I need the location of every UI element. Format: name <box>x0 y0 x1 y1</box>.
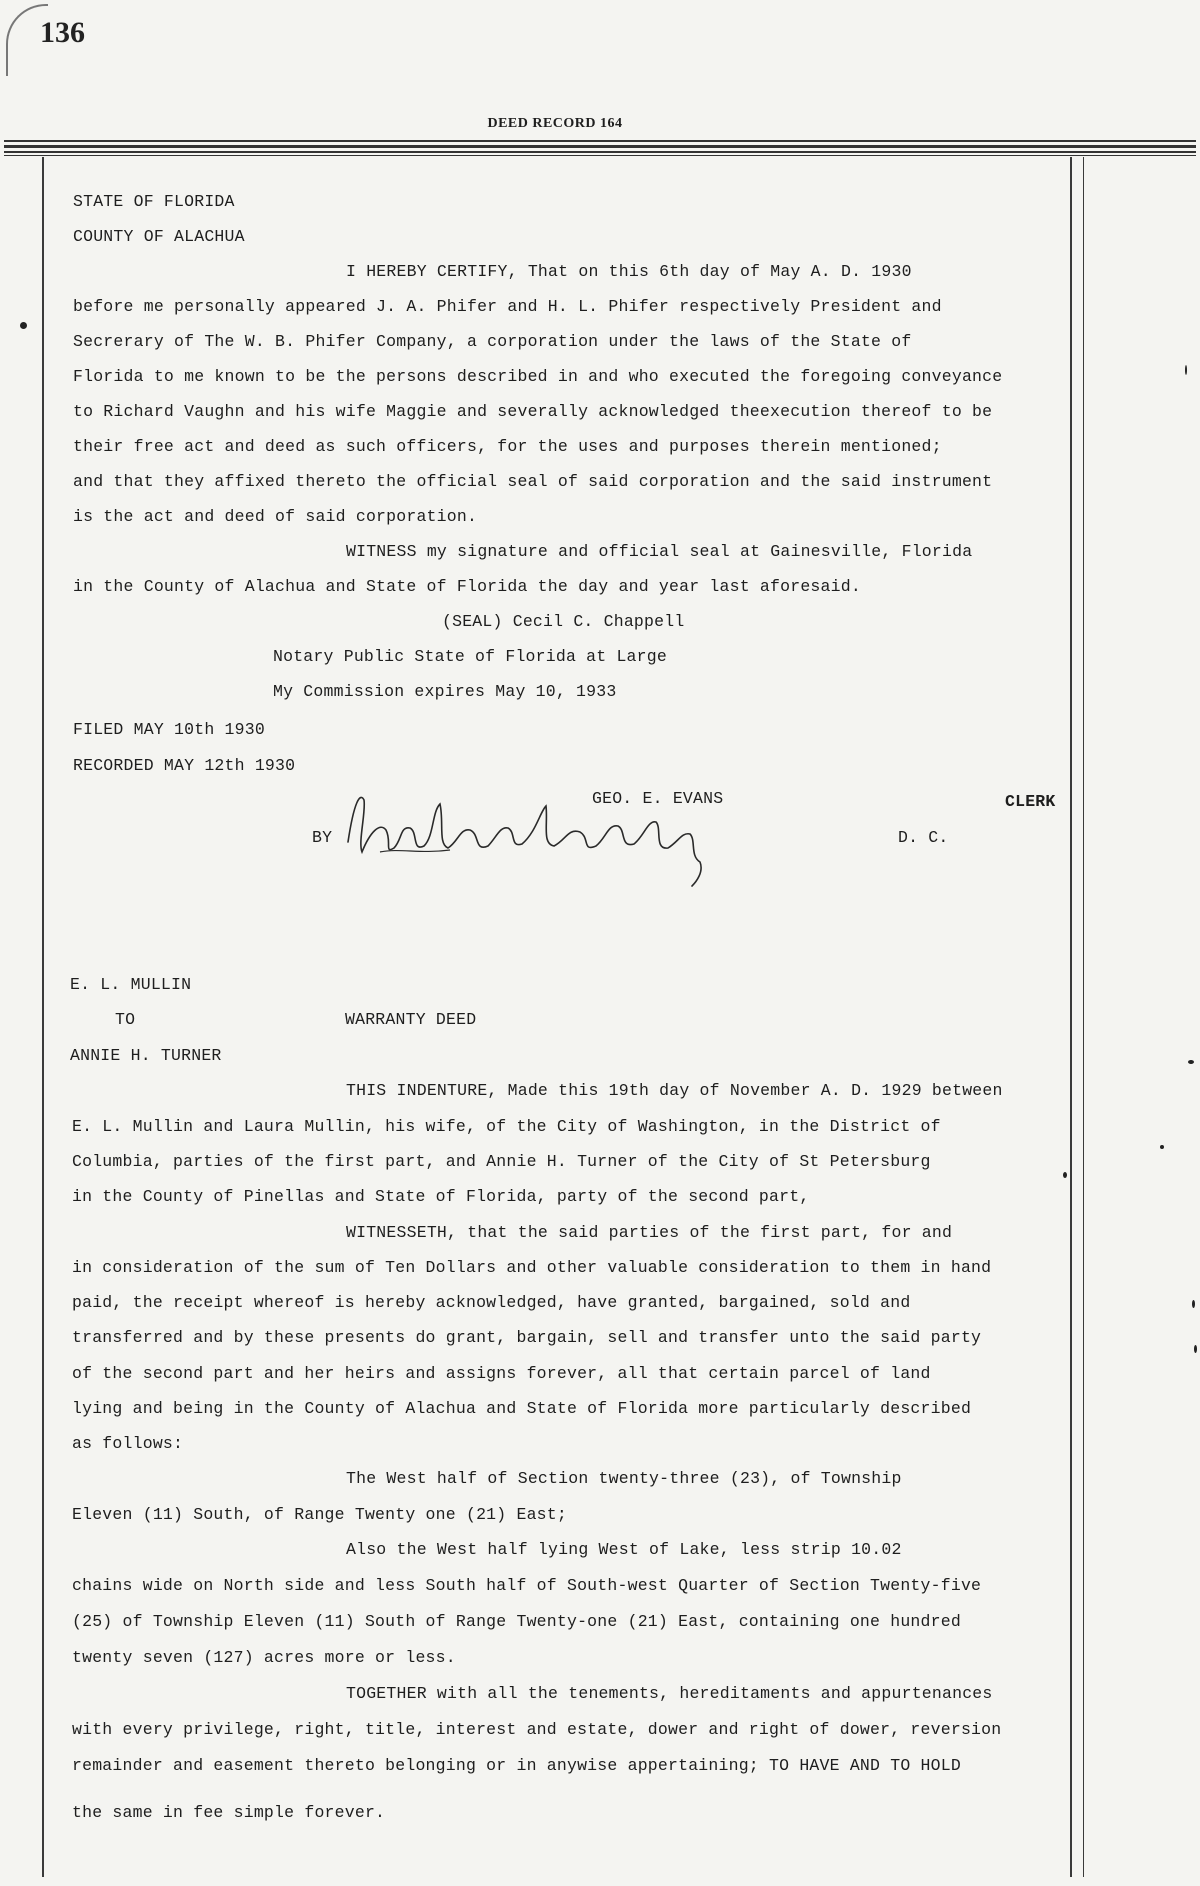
clerk-title: CLERK <box>1005 792 1056 811</box>
deed-line: lying and being in the County of Alachua and State of Florida more particularly described <box>72 1399 972 1418</box>
ack-line: and that they affixed thereto the official seal of said corporation and the said instrument <box>73 472 993 491</box>
record-header: DEED RECORD 164 <box>487 116 623 131</box>
county-line: COUNTY OF ALACHUA <box>73 227 245 246</box>
deed-line: Columbia, parties of the first part, and Annie H. Turner of the City of St Petersburg <box>72 1152 931 1171</box>
header-rule-1 <box>4 140 1196 142</box>
ack-line: WITNESS my signature and official seal at Gainesville, Florida <box>346 542 973 561</box>
recorded-line: RECORDED MAY 12th 1930 <box>73 756 296 775</box>
deed-line: paid, the receipt whereof is hereby acknowledged, have granted, bargained, sold and <box>72 1293 911 1312</box>
deed-line: as follows: <box>72 1434 184 1453</box>
seal-signature-line: (SEAL) Cecil C. Chappell <box>442 612 685 631</box>
deed-line: Eleven (11) South, of Range Twenty one (21) East; <box>72 1505 567 1524</box>
deputy-clerk-label: D. C. <box>898 828 949 847</box>
deed-line: with every privilege, right, title, interest and estate, dower and right of dower, reversion <box>72 1720 1002 1739</box>
ack-line: in the County of Alachua and State of Florida the day and year last aforesaid. <box>73 577 861 596</box>
scan-speck <box>1185 365 1187 375</box>
deed-line: transferred and by these presents do grant, bargain, sell and transfer unto the said party <box>72 1328 982 1347</box>
deed-line: WITNESSETH, that the said parties of the first part, for and <box>346 1223 953 1242</box>
page-number: 136 <box>40 16 85 49</box>
scan-speck <box>1194 1345 1197 1353</box>
state-line: STATE OF FLORIDA <box>73 192 235 211</box>
scan-speck <box>1192 1300 1195 1308</box>
by-label: BY <box>312 828 333 847</box>
ack-line: their free act and deed as such officers, for the uses and purposes therein mentioned; <box>73 437 942 456</box>
deed-line: in the County of Pinellas and State of Florida, party of the second part, <box>72 1187 810 1206</box>
ack-line: to Richard Vaughn and his wife Maggie and severally acknowledged theexecution thereof to be <box>73 402 993 421</box>
deed-line: THIS INDENTURE, Made this 19th day of November A. D. 1929 between <box>346 1081 1003 1100</box>
left-margin-rule <box>42 157 44 1877</box>
scan-speck <box>1188 1060 1194 1064</box>
deed-line: chains wide on North side and less South half of South-west Quarter of Section Twenty-five <box>72 1576 982 1595</box>
scan-speck <box>1160 1145 1164 1149</box>
header-rule-4 <box>4 155 1196 156</box>
deed-line: The West half of Section twenty-three (23), of Township <box>346 1469 902 1488</box>
deed-line: Also the West half lying West of Lake, less strip 10.02 <box>346 1540 902 1559</box>
clerk-name: GEO. E. EVANS <box>592 789 724 808</box>
deed-line: remainder and easement thereto belonging or in anywise appertaining; TO HAVE AND TO HOLD <box>72 1756 961 1775</box>
right-margin-rule <box>1070 157 1072 1877</box>
header-rule-3 <box>4 151 1196 153</box>
right-margin-rule-inner <box>1083 157 1084 1877</box>
ack-line: Florida to me known to be the persons described in and who executed the foregoing conveyance <box>73 367 1003 386</box>
scan-speck <box>20 322 27 329</box>
deed-line: (25) of Township Eleven (11) South of Range Twenty-one (21) East, containing one hundred <box>72 1612 961 1631</box>
notary-line: Notary Public State of Florida at Large <box>273 647 667 666</box>
deputy-clerk-signature-image <box>340 782 740 892</box>
deed-line: twenty seven (127) acres more or less. <box>72 1648 456 1667</box>
ack-line: is the act and deed of said corporation. <box>73 507 478 526</box>
ack-line: before me personally appeared J. A. Phifer and H. L. Phifer respectively President and <box>73 297 942 316</box>
deed-line: of the second part and her heirs and assigns forever, all that certain parcel of land <box>72 1364 931 1383</box>
filed-line: FILED MAY 10th 1930 <box>73 720 265 739</box>
deed-line: the same in fee simple forever. <box>72 1803 386 1822</box>
ack-line: I HEREBY CERTIFY, That on this 6th day of May A. D. 1930 <box>346 262 912 281</box>
commission-line: My Commission expires May 10, 1933 <box>273 682 617 701</box>
deed-line: in consideration of the sum of Ten Dollars and other valuable consideration to them in hand <box>72 1258 992 1277</box>
grantee-name: ANNIE H. TURNER <box>70 1046 222 1065</box>
deed-line: E. L. Mullin and Laura Mullin, his wife, of the City of Washington, in the District of <box>72 1117 941 1136</box>
scan-speck <box>1063 1172 1067 1178</box>
header-rule-2 <box>4 145 1196 148</box>
deed-type: WARRANTY DEED <box>345 1010 477 1029</box>
deed-line: TOGETHER with all the tenements, hereditaments and appurtenances <box>346 1684 993 1703</box>
to-label: TO <box>115 1010 136 1029</box>
grantor-name: E. L. MULLIN <box>70 975 192 994</box>
ack-line: Secrerary of The W. B. Phifer Company, a corporation under the laws of the State of <box>73 332 912 351</box>
